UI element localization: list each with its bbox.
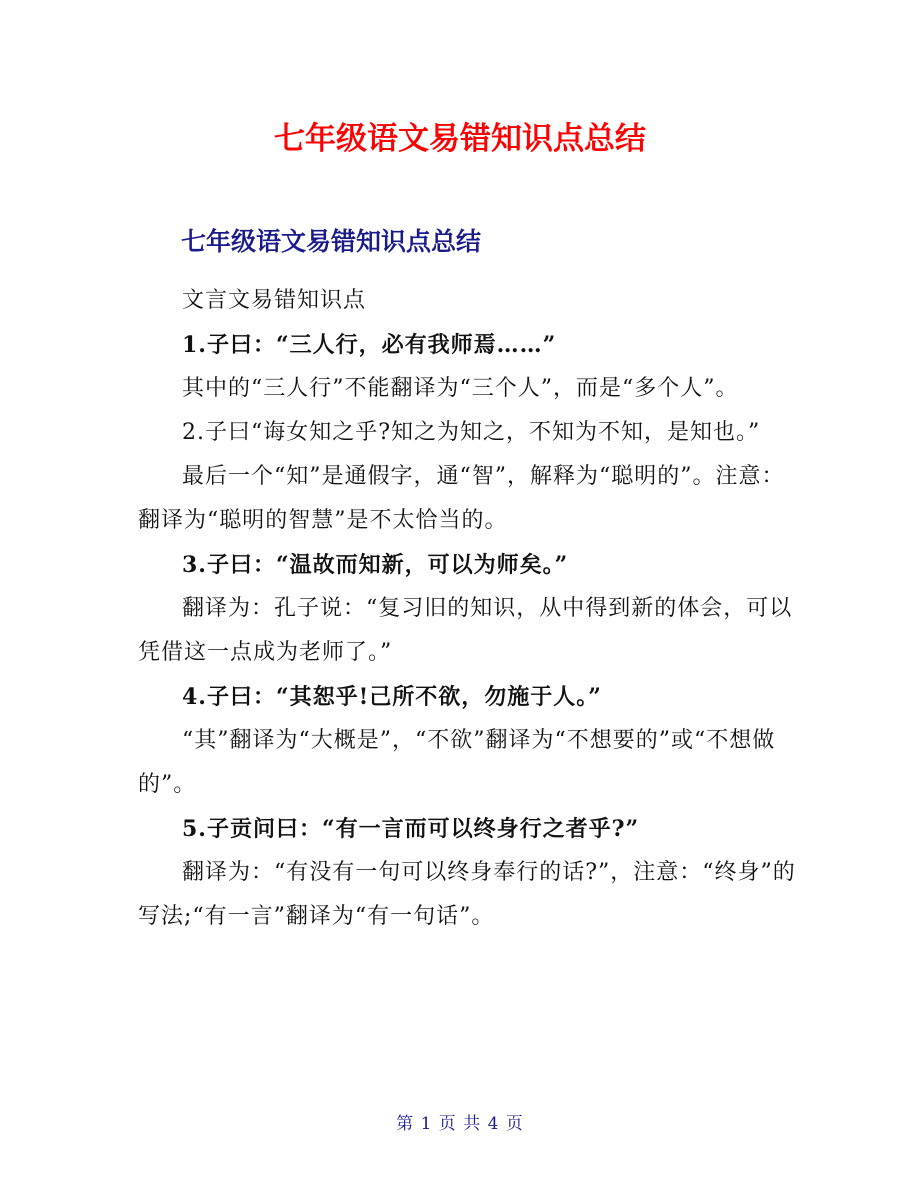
paragraph-item-4: 4.子曰：“其恕乎!己所不欲，勿施于人。” <box>182 684 602 710</box>
paragraph-explanation-4: “其”翻译为“大概是”，“不欲”翻译为“不想要的”或“不想做的”。 <box>138 728 776 797</box>
paragraph-explanation-5: 翻译为：“有没有一句可以终身奉行的话?”，注意：“终身”的写法;“有一言”翻译为“有一句话”。 <box>138 860 796 929</box>
page-title: 七年级语文易错知识点总结 <box>274 121 646 157</box>
paragraph-intro: 文言文易错知识点 <box>182 288 367 313</box>
paragraph-explanation-3: 翻译为：孔子说：“复习旧的知识，从中得到新的体会，可以凭借这一点成为老师了。” <box>138 596 793 665</box>
document-body <box>138 279 798 939</box>
page-number-footer: 第 1 页 共 4 页 <box>396 1114 524 1134</box>
paragraph-item-3: 3.子曰：“温故而知新，可以为师矣。” <box>182 552 569 578</box>
paragraph-item-5: 5.子贡问曰：“有一言而可以终身行之者乎?” <box>182 816 640 842</box>
section-heading: 七年级语文易错知识点总结 <box>181 227 482 256</box>
paragraph-item-2: 2.子曰“诲女知之乎?知之为知之，不知为不知，是知也。” <box>182 420 761 445</box>
paragraph-explanation-1: 其中的“三人行”不能翻译为“三个人”，而是“多个人”。 <box>182 376 739 401</box>
paragraph-item-1: 1.子曰：“三人行，必有我师焉……” <box>182 332 557 358</box>
paragraph-explanation-2: 最后一个“知”是通假字，通“智”，解释为“聪明的”。注意：翻译为“聪明的智慧”是不太恰当的。 <box>138 464 785 533</box>
